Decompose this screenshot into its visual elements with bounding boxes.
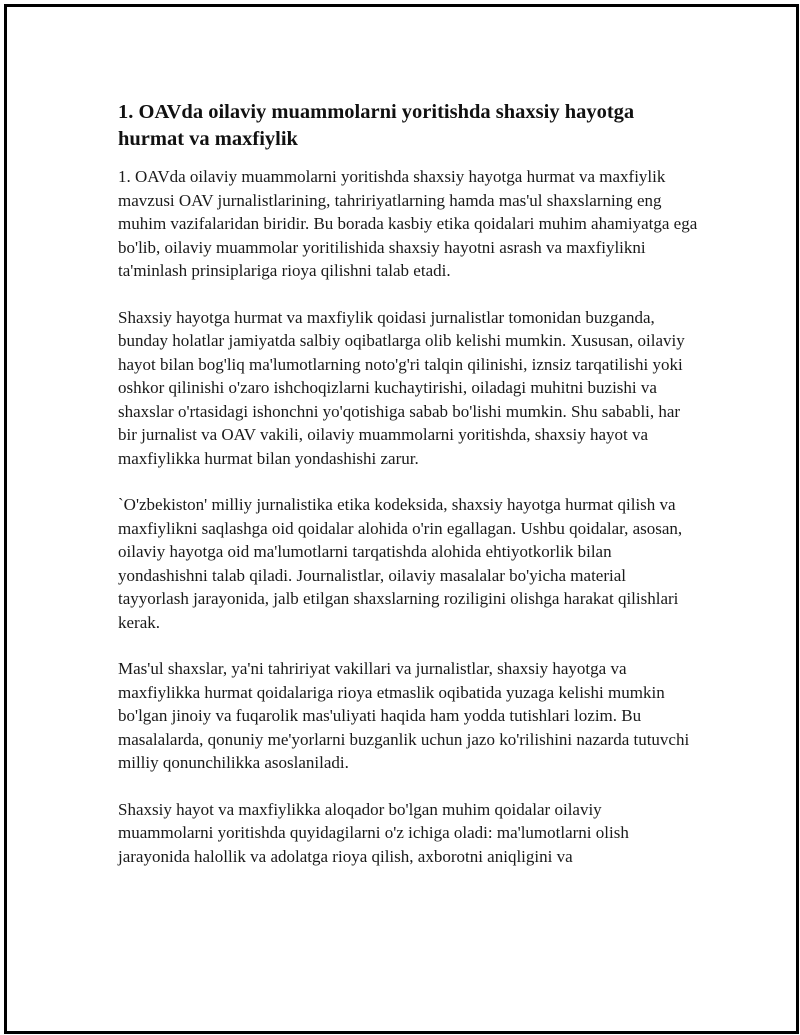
paragraph-4: Mas'ul shaxslar, ya'ni tahririyat vakillari va jurnalistlar, shaxsiy hayotga va maxfiylikka hurmat qoidalariga rioya etmaslik oqibatida yuzaga kelishi mumkin bo'lgan jinoiy va fuqarolik mas'uliyati haqida ham yodda tutishlari lozim. Bu masalalarda, qonuniy me'yorlarni buzganlik uchun jazo ko'rilishini nazarda tutuvchi milliy qonunchilikka asoslaniladi. [118,659,690,772]
paragraph-1: 1. OAVda oilaviy muammolarni yoritishda shaxsiy hayotga hurmat va maxfiylik mavzusi OAV jurnalistlarining, tahririyatlarning hamda mas'ul shaxslarning eng muhim vazifalaridan biridir. Bu borada kasbiy etika qoidalari muhim ahamiyatga ega bo'lib, oilaviy muammolar yoritilishida shaxsiy hayotni asrash va maxfiylikni ta'minlash prinsiplariga rioya qilishni talab etadi. [118,167,698,280]
paragraph-2: Shaxsiy hayotga hurmat va maxfiylik qoidasi jurnalistlar tomonidan buzganda, bunday holatlar jamiyatda salbiy oqibatlarga olib kelishi mumkin. Xususan, oilaviy hayot bilan bog'liq ma'lumotlarning noto'g'ri talqin qilinishi, iznsiz tarqatilishi yoki oshkor qilinishi o'zaro ishchoqizlarni kuchaytirishi, oiladagi muhitni buzishi va shaxslar o'rtasidagi ishonchni yo'qotishiga sabab bo'lishi mumkin. Shu sababli, har bir jurnalist va OAV vakili, oilaviy muammolarni yoritishda, shaxsiy hayot va maxfiylikka hurmat bilan yondashishi zarur. [118,307,685,468]
paragraph-3: `O'zbekiston' milliy jurnalistika etika kodeksida, shaxsiy hayotga hurmat qilish va maxfiylikni saqlashga oid qoidalar alohida o'rin egallagan. Ushbu qoidalar, asosan, oilaviy hayotga oid ma'lumotlarni tarqatishda alohida ehtiyotkorlik bilan yondashishni talab qiladi. Journalistlar, oilaviy masalalar bo'yicha material tayyorlash jarayonida, jalb etilgan shaxslarning roziligini olishga harakat qilishlari kerak. [118,495,683,632]
document-body [118,99,698,891]
page-frame [4,4,799,1034]
document-title: 1. OAVda oilaviy muammolarni yoritishda shaxsiy hayotga hurmat va maxfiylik [118,101,635,150]
paragraph-5: Shaxsiy hayot va maxfiylikka aloqador bo'lgan muhim qoidalar oilaviy muammolarni yoritishda quyidagilarni o'z ichiga oladi: ma'lumotlarni olish jarayonida halollik va adolatga rioya qilish, axborotni aniqligini va [118,799,629,866]
